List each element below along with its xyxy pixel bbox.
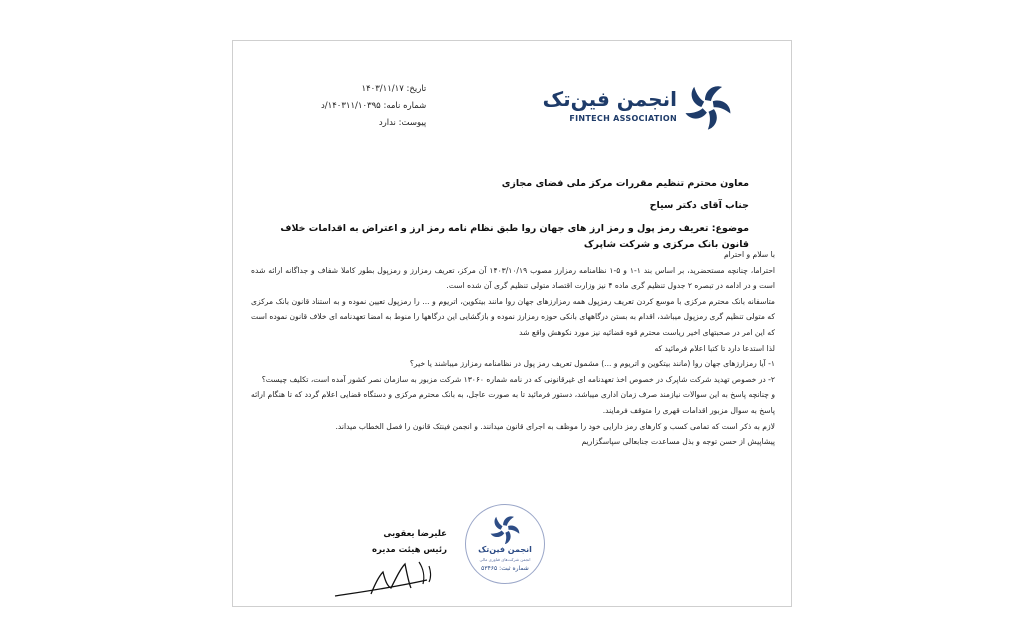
letter-page — [232, 40, 792, 607]
body-paragraph: لازم به ذکر است که تمامی کسب و کارهای رمز دارایی خود را موظف به اجرای قانون میدانند. و انجمن فینتک قانون را فصل الخطاب میداند. — [335, 421, 775, 431]
question-2: ۲- در خصوص تهدید شرکت شاپرک در خصوص اخذ تعهدنامه ای غیرقانونی که در نامه شماره ۱۳۰۶۰ شرکت مزبور به سازمان نصر کشور آمده است، تکلیف چیست؟ — [261, 374, 775, 384]
logo-text-en: FINTECH ASSOCIATION — [569, 114, 677, 123]
signer-name: علیرضا یعقوبی — [383, 529, 447, 539]
letter-attachment: پیوست: ندارد — [378, 118, 427, 128]
stamp-registration: شماره ثبت: ۵۳۴۶۵ — [481, 565, 529, 572]
stamp-logo-icon — [489, 513, 521, 545]
letter-date: تاریخ: ۱۴۰۳/۱۱/۱۷ — [361, 84, 427, 94]
letter-body — [251, 247, 775, 450]
greeting: با سلام و احترام — [723, 250, 775, 259]
stamp-subtitle: انجمن شرکت‌های فناوری مالی — [479, 557, 531, 562]
letter-number: شماره نامه: ۱۴۰۳۱۱/۱۰۳۹۵/د — [321, 101, 427, 111]
handwritten-signature — [331, 554, 441, 600]
recipient-title: معاون محترم تنظیم مقررات مرکز ملی فضای مجازی — [501, 178, 749, 189]
fintech-logo-icon — [683, 81, 733, 131]
stamp-name: انجمن فین‌تک — [478, 545, 532, 554]
letter-subject: موضوع: تعریف رمز پول و رمز ارز های جهان روا طبق نظام نامه رمز ارز و اعتراض به اقدامات خلاف قانون بانک مرکزی و شرکت شاپرک — [280, 223, 749, 250]
logo-text-fa: انجمن فین‌تک — [542, 87, 677, 111]
official-stamp — [465, 504, 545, 584]
recipient-name: جناب آقای دکتر سیاح — [649, 200, 749, 211]
body-paragraph: و چنانچه پاسخ به این سوالات نیازمند صرف زمان اداری میباشد، دستور فرمائید تا به صورت عاجل، به بانک محترم مرکزی و دستگاه قضایی اعلام گردد که تا هنگام ارائه پاسخ به سوال مزبور اقدامات قهری را متوقف فرمایند. — [251, 390, 775, 415]
question-1: ۱- آیا رمزارزهای جهان روا (مانند بیتکوین و اتریوم و ...) مشمول تعریف رمز پول در نظامنامه رمزارز میباشند یا خیر؟ — [409, 359, 775, 369]
body-paragraph: لذا استدعا دارد تا کتبا اعلام فرمائید که — [654, 343, 775, 353]
closing: پیشاپیش از حسن توجه و بذل مساعدت جنابعالی سپاسگزاریم — [581, 437, 775, 447]
recipient-block — [279, 173, 749, 253]
letter-meta — [321, 81, 426, 132]
body-paragraph: احتراما، چنانچه مستحضرید، بر اساس بند ۱-۱ و ۵-۱ نظامنامه رمزارز مصوب ۱۴۰۳/۱۰/۱۹ آن مرکز، تعریف رمزارز و رمزپول بطور کاملا شفاف و جداگانه ارائه شده است و در ادامه در تبصره ۲ جدول تنظیم گری ماده ۴ نیز وزارت اقتصاد متولی تنظیم گری آن شده است. — [251, 265, 776, 291]
signer-role: رئیس هیئت مدیره — [372, 545, 447, 555]
body-paragraph: متاسفانه بانک محترم مرکزی با موسع کردن تعریف رمزپول همه رمزارزهای جهان روا مانند بیتکوین، اتریوم و ... را رمزپول تعیین نموده و به استناد قانون بانک مرکزی که متولی تنظیم گری رمزپول میباشد، اقدام به بستن درگاههای بانکی حوزه رمزارز نموده و بازگشایی این درگاهها را منوط به امضا تعهدنامه ای خلاف قانون نموده است که این امر در صحبتهای اخیر ریاست محترم قوه قضائیه نیز مورد نکوهش واقع شد — [251, 296, 775, 337]
